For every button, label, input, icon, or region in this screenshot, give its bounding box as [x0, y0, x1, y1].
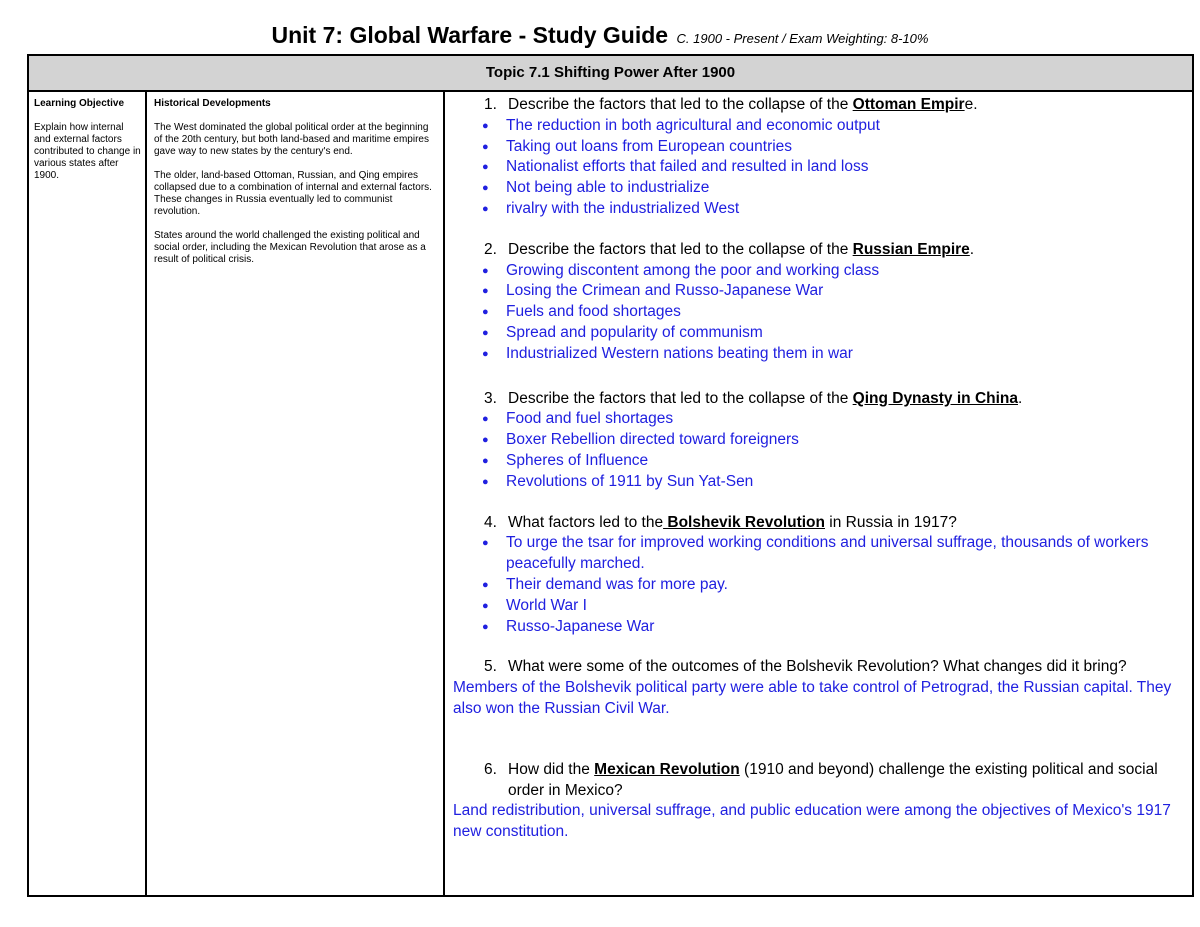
- answer-bullet: ● Spheres of Influence: [451, 451, 1182, 472]
- question-6: [451, 760, 1182, 802]
- answer-bullet: ● Food and fuel shortages: [451, 409, 1182, 430]
- question-text: How did the: [508, 760, 595, 778]
- question-text-end: (1910 and beyond) challenge the existing political and social order in Mexico?: [508, 760, 1158, 799]
- answer-bullet: ● Not being able to industrialize: [451, 178, 1182, 199]
- question-number: 5.: [484, 658, 497, 676]
- question-text: What factors led to the: [508, 513, 664, 531]
- question-5: [451, 657, 1182, 678]
- learning-objective-heading: Learning Objective: [34, 98, 125, 109]
- question-1: [451, 95, 1182, 116]
- historical-paragraph: The West dominated the global political order at the beginning of the 20th century, but both land-based and maritime empires gave way to new states by the century's end.: [154, 122, 429, 157]
- question-text-end: .: [969, 240, 975, 258]
- title-subtitle: C. 1900 - Present / Exam Weighting: 8-10%: [676, 31, 929, 46]
- answer-bullet: ● Boxer Rebellion directed toward foreigners: [451, 430, 1182, 451]
- historical-paragraph: The older, land-based Ottoman, Russian, and Qing empires collapsed due to a combination of internal and external factors. These changes in Russia eventually led to communist revolution.: [154, 170, 432, 217]
- question-number: 4.: [484, 513, 497, 531]
- question-term: Mexican Revolution: [594, 760, 740, 778]
- page-title: [0, 22, 1200, 49]
- answer-bullet: ● World War I: [451, 596, 1182, 617]
- answer-paragraph: Land redistribution, universal suffrage, and public education were among the objectives of Mexico's 1917 new constitution.: [453, 802, 1171, 841]
- question-number: 3.: [484, 389, 497, 407]
- question-text: Describe the factors that led to the collapse of the: [508, 240, 853, 258]
- answer-bullet: ● Industrialized Western nations beating them in war: [451, 344, 1182, 365]
- answer-bullet: ● Their demand was for more pay.: [451, 575, 1182, 596]
- question-term: Russian Empire: [852, 240, 970, 258]
- question-text-end: .: [1018, 389, 1023, 407]
- question-number: 1.: [484, 96, 497, 113]
- question-term: Qing Dynasty in China: [852, 389, 1018, 407]
- question-4: [451, 513, 1182, 534]
- answer-paragraph: Members of the Bolshevik political party were able to take control of Petrograd, the Russian capital. They also won the Russian Civil War.: [453, 679, 1172, 717]
- study-guide-table: [27, 54, 1194, 897]
- question-term: Bolshevik Revolution: [663, 513, 825, 531]
- answer-bullet: ● Fuels and food shortages: [451, 302, 1182, 323]
- answer-bullet: ● rivalry with the industrialized West: [451, 199, 1182, 220]
- historical-developments-heading: Historical Developments: [154, 98, 271, 109]
- question-text: What were some of the outcomes of the Bolshevik Revolution? What changes did it bring?: [508, 658, 1127, 676]
- answer-bullet: ● Nationalist efforts that failed and resulted in land loss: [451, 157, 1182, 178]
- answer-bullet: ● Growing discontent among the poor and working class: [451, 261, 1182, 282]
- answer-bullet: ● To urge the tsar for improved working conditions and universal suffrage, thousands of workers peacefully marched.: [451, 533, 1182, 575]
- question-text: Describe the factors that led to the collapse of the: [508, 389, 853, 407]
- answer-bullet: ● Russo-Japanese War: [451, 617, 1182, 638]
- question-3: [451, 389, 1182, 410]
- questions-column: [445, 92, 1192, 895]
- question-term: Ottoman Empir: [852, 96, 965, 113]
- answer-bullet: ● Taking out loans from European countries: [451, 137, 1182, 158]
- learning-objective-column: [29, 92, 147, 895]
- question-text-end: in Russia in 1917?: [825, 513, 957, 531]
- question-number: 2.: [484, 240, 497, 258]
- answer-bullet: ● Losing the Crimean and Russo-Japanese War: [451, 281, 1182, 302]
- question-text: Describe the factors that led to the collapse of the: [508, 96, 853, 113]
- question-text-end: e.: [964, 96, 978, 113]
- historical-developments-column: [147, 92, 445, 895]
- question-number: 6.: [484, 760, 497, 778]
- title-main: Unit 7: Global Warfare - Study Guide: [271, 22, 669, 48]
- topic-header: Topic 7.1 Shifting Power After 1900: [29, 56, 1192, 92]
- answer-bullet: ● Revolutions of 1911 by Sun Yat-Sen: [451, 472, 1182, 493]
- answer-bullet: ● The reduction in both agricultural and economic output: [451, 116, 1182, 137]
- historical-paragraph: States around the world challenged the existing political and social order, including the Mexican Revolution that arose as a result of political crisis.: [154, 230, 426, 265]
- question-2: [451, 240, 1182, 261]
- learning-objective-text: Explain how internal and external factors contributed to change in various states after 1900.: [34, 122, 141, 181]
- answer-bullet: ● Spread and popularity of communism: [451, 323, 1182, 344]
